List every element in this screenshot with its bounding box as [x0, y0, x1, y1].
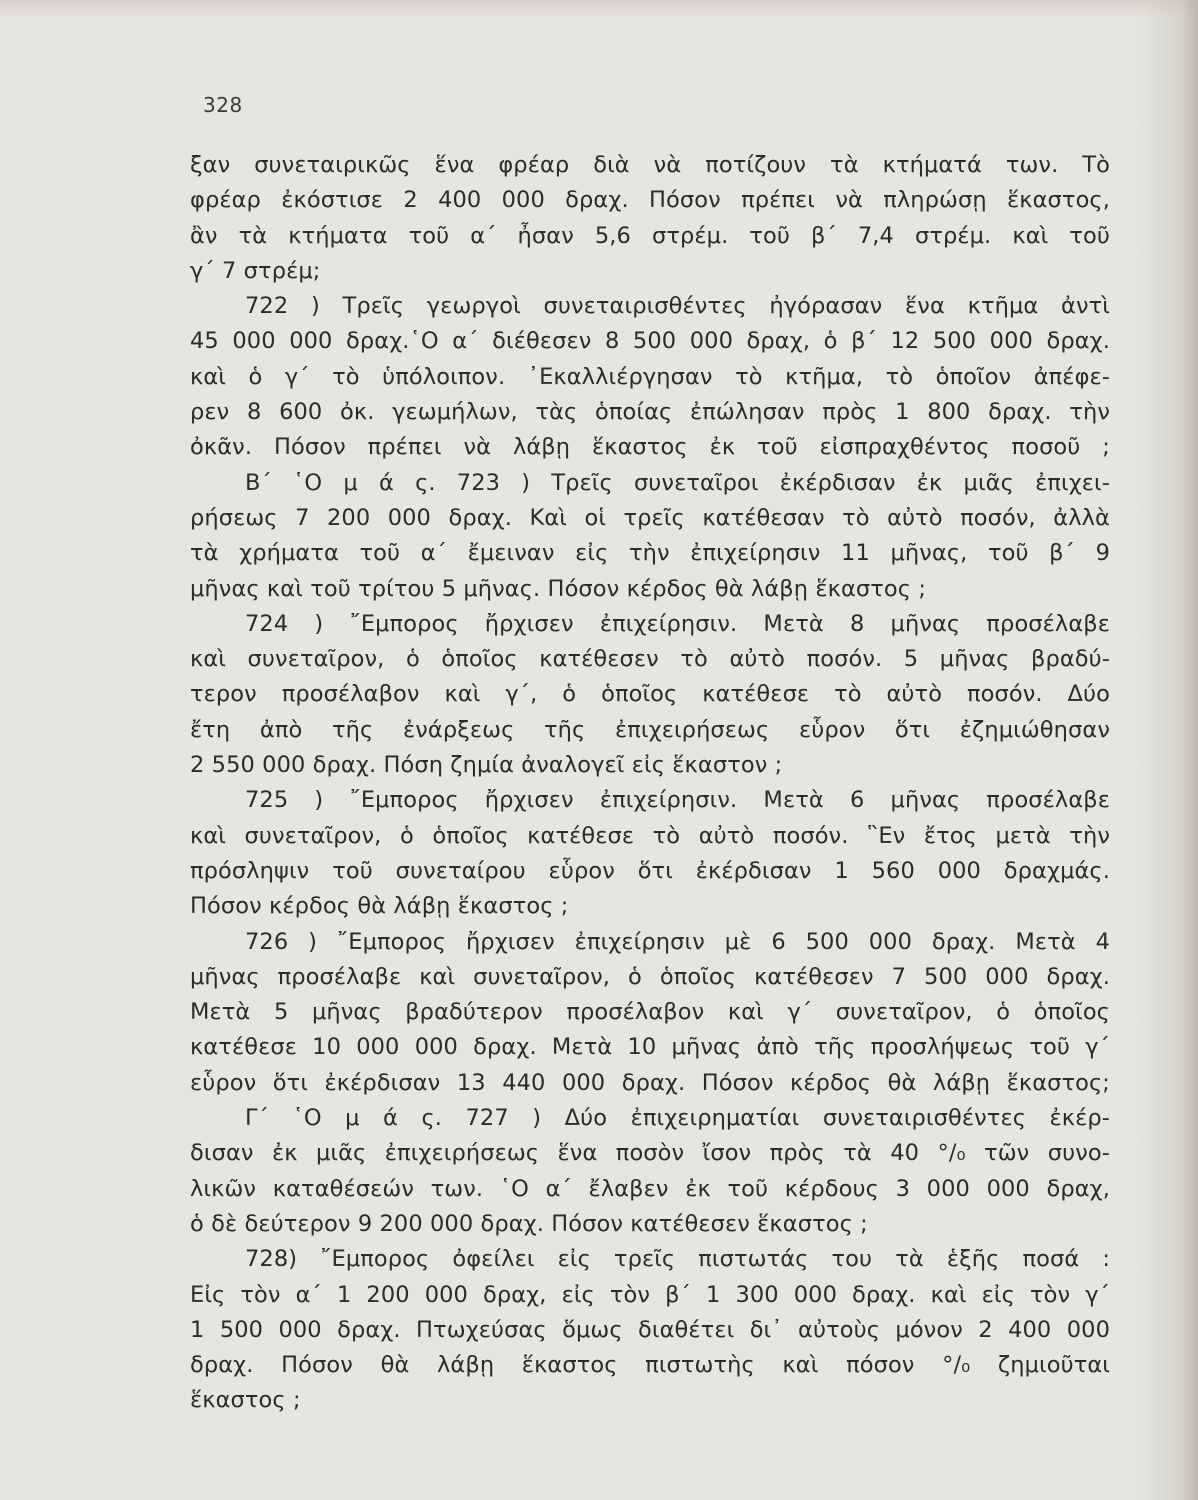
text-line: ἂν τὰ κτήματα τοῦ α΄ ἦσαν 5,6 στρέμ. τοῦ β΄ 7,4 στρέμ. καὶ τοῦ — [190, 222, 1110, 249]
text-line: 726 ) ῎Εμπορος ἤρχισεν ἐπιχείρησιν μὲ 6 500 000 δραχ. Μετὰ 4 — [245, 928, 1110, 955]
text-line: 2 550 000 δραχ. Πόση ζημία ἀναλογεῖ εἰς ἕκαστον ; — [190, 752, 783, 779]
text-line: φρέαρ ἐκόστισε 2 400 000 δραχ. Πόσον πρέπει νὰ πληρώσῃ ἕκαστος, — [190, 187, 1110, 214]
text-line: ρεν 8 600 ὀκ. γεωμήλων, τὰς ὁποίας ἐπώλησαν πρὸς 1 800 δραχ. τὴν — [190, 399, 1110, 426]
text-line: Μετὰ 5 μῆνας βραδύτερον προσέλαβον καὶ γ΄ συνεταῖρον, ὁ ὁποῖος — [190, 999, 1110, 1026]
text-line: δισαν ἐκ μιᾶς ἐπιχειρήσεως ἕνα ποσὸν ἴσον πρὸς τὰ 40 °/₀ τῶν συνο- — [190, 1140, 1110, 1167]
text-line: ξαν συνεταιρικῶς ἕνα φρέαρ διὰ νὰ ποτίζουν τὰ κτήματά των. Τὸ — [190, 152, 1110, 178]
page-top-shadow — [0, 0, 1198, 18]
text-line: τερον προσέλαβον καὶ γ΄, ὁ ὁποῖος κατέθεσε τὸ αὐτὸ ποσόν. Δύο — [190, 681, 1110, 708]
text-line: γ΄ 7 στρέμ; — [190, 257, 321, 284]
text-line: Εἰς τὸν α΄ 1 200 000 δραχ, εἰς τὸν β΄ 1 300 000 δραχ. καὶ εἰς τὸν γ΄ — [190, 1281, 1110, 1308]
text-line: ἕκαστος ; — [190, 1387, 301, 1414]
text-line: πρόσληψιν τοῦ συνεταίρου εὗρον ὅτι ἐκέρδισαν 1 560 000 δραχμάς. — [190, 857, 1110, 884]
text-line: δραχ. Πόσον θὰ λάβῃ ἕκαστος πιστωτὴς καὶ πόσον °/₀ ζημιοῦται — [190, 1352, 1110, 1379]
text-line: 1 500 000 δραχ. Πτωχεύσας ὅμως διαθέτει δι᾿ αὐτοὺς μόνον 2 400 000 — [190, 1316, 1110, 1343]
page-number: 328 — [203, 93, 243, 117]
text-line: ὁ δὲ δεύτερον 9 200 000 δραχ. Πόσον κατέθεσεν ἕκαστος ; — [190, 1210, 868, 1237]
text-line: Γ΄ ῾Ο μ ά ς. 727 ) Δύο ἐπιχειρηματίαι συνεταιρισθέντες ἐκέρ- — [245, 1105, 1110, 1132]
body-text — [190, 148, 1110, 1419]
text-line: λικῶν καταθέσεών των. ῾Ο α΄ ἔλαβεν ἐκ τοῦ κέρδους 3 000 000 δραχ, — [190, 1175, 1110, 1202]
text-line: ρήσεως 7 200 000 δραχ. Καὶ οἱ τρεῖς κατέθεσαν τὸ αὐτὸ ποσόν, ἀλλὰ — [190, 504, 1110, 531]
text-line: μῆνας προσέλαβε καὶ συνεταῖρον, ὁ ὁποῖος κατέθεσεν 7 500 000 δραχ. — [190, 963, 1110, 990]
text-line: μῆνας καὶ τοῦ τρίτου 5 μῆνας. Πόσον κέρδος θὰ λάβῃ ἕκαστος ; — [190, 575, 927, 602]
text-line: καὶ συνεταῖρον, ὁ ὁποῖος κατέθεσεν τὸ αὐτὸ ποσόν. 5 μῆνας βραδύ- — [190, 646, 1110, 673]
text-line: 725 ) ῎Εμπορος ἤρχισεν ἐπιχείρησιν. Μετὰ 6 μῆνας προσέλαβε — [245, 787, 1110, 814]
page-gutter-shadow — [1138, 0, 1198, 1500]
text-line: 722 ) Τρεῖς γεωργοὶ συνεταιρισθέντες ἠγόρασαν ἕνα κτῆμα ἀντὶ — [245, 293, 1110, 320]
text-line: Πόσον κέρδος θὰ λάβῃ ἕκαστος ; — [190, 893, 569, 920]
text-line: Β΄ ῾Ο μ ά ς. 723 ) Τρεῖς συνεταῖροι ἐκέρδισαν ἐκ μιᾶς ἐπιχει- — [245, 469, 1110, 496]
text-line: τὰ χρήματα τοῦ α΄ ἔμειναν εἰς τὴν ἐπιχείρησιν 11 μῆνας, τοῦ β΄ 9 — [190, 540, 1110, 567]
text-line: 45 000 000 δραχ.῾Ο α΄ διέθεσεν 8 500 000 δραχ, ὁ β΄ 12 500 000 δραχ. — [190, 328, 1110, 355]
text-line: κατέθεσε 10 000 000 δραχ. Μετὰ 10 μῆνας ἀπὸ τῆς προσλήψεως τοῦ γ΄ — [190, 1034, 1110, 1061]
text-line: ὀκᾶν. Πόσον πρέπει νὰ λάβῃ ἕκαστος ἐκ τοῦ εἰσπραχθέντος ποσοῦ ; — [190, 434, 1110, 461]
text-line: εὗρον ὅτι ἐκέρδισαν 13 440 000 δραχ. Πόσον κέρδος θὰ λάβῃ ἕκαστος; — [190, 1069, 1110, 1096]
text-line: 728) ῎Εμπορος ὀφείλει εἰς τρεῖς πιστωτάς του τὰ ἑξῆς ποσά : — [245, 1246, 1110, 1273]
text-line: καὶ συνεταῖρον, ὁ ὁποῖος κατέθεσε τὸ αὐτὸ ποσόν. ῝Εν ἔτος μετὰ τὴν — [190, 822, 1110, 849]
text-line: ἔτη ἀπὸ τῆς ἐνάρξεως τῆς ἐπιχειρήσεως εὗρον ὅτι ἐζημιώθησαν — [190, 716, 1110, 743]
text-line: καὶ ὁ γ΄ τὸ ὑπόλοιπον. ᾿Εκαλλιέργησαν τὸ κτῆμα, τὸ ὁποῖον ἀπέφε- — [190, 363, 1110, 390]
text-line: 724 ) ῎Εμπορος ἤρχισεν ἐπιχείρησιν. Μετὰ 8 μῆνας προσέλαβε — [245, 610, 1110, 637]
